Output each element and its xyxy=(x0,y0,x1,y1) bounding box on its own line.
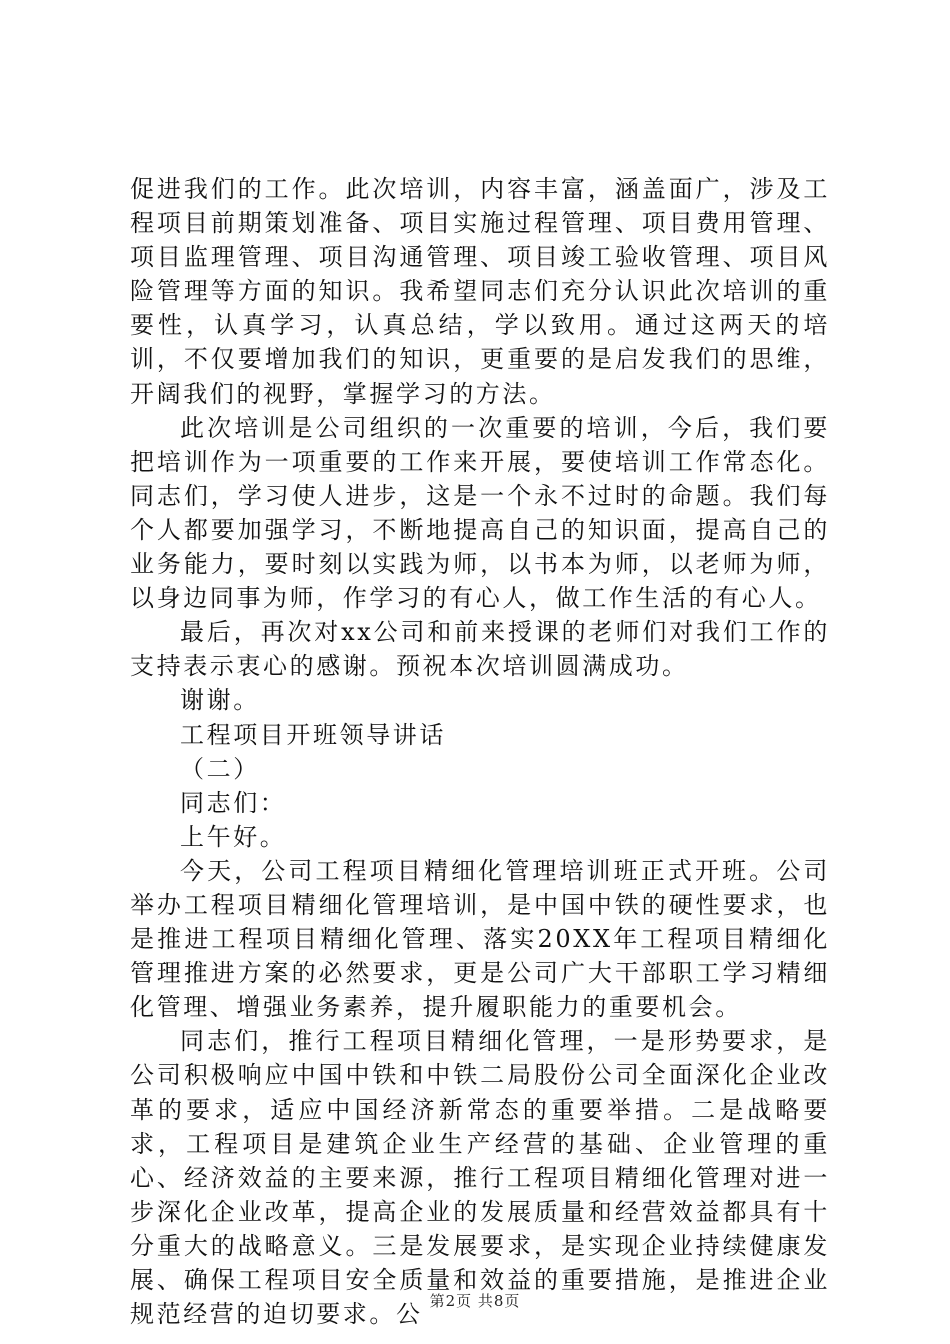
section-number: （二） xyxy=(180,754,260,783)
paragraph-continuation: 促进我们的工作。此次培训，内容丰富，涵盖面广，涉及工程项目前期策划准备、项目实施过程管理、项目费用管理、项目监理管理、项目沟通管理、项目竣工验收管理、项目风险管理等方面的知识。我希望同志们充分认识此次培训的重要性，认真学习，认真总结，学以致用。通过这两天的培训，不仅要增加我们的知识，更重要的是启发我们的思维，开阔我们的视野，掌握学习的方法。 xyxy=(130,175,830,408)
paragraph-requirements: 同志们，推行工程项目精细化管理，一是形势要求，是公司积极响应中国中铁和中铁二局股份公司全面深化企业改革的要求，适应中国经济新常态的重要举措。二是战略要求，工程项目是建筑企业生产经营的基础、企业管理的重心、经济效益的主要来源，推行工程项目精细化管理对进一步深化企业改革，提高企业的发展质量和经营效益都具有十分重大的战略意义。三是发展要求，是实现企业持续健康发展、确保工程项目安全质量和效益的重要措施，是推进企业规范经营的迫切要求。公 xyxy=(130,1027,830,1329)
closing-thank-you: 谢谢。 xyxy=(180,686,260,715)
page-footer: 第2页 共8页 xyxy=(429,1292,521,1310)
paragraph-thanks: 最后，再次对xx公司和前来授课的老师们对我们工作的支持表示衷心的感谢。预祝本次培训圆满成功。 xyxy=(130,618,830,681)
document-body xyxy=(130,172,830,1331)
salutation: 同志们： xyxy=(180,788,287,817)
paragraph-opening: 今天，公司工程项目精细化管理培训班正式开班。公司举办工程项目精细化管理培训，是中国中铁的硬性要求，也是推进工程项目精细化管理、落实20XX年工程项目精细化管理推进方案的必然要求，更是公司广大干部职工学习精细化管理、增强业务素养，提升履职能力的重要机会。 xyxy=(130,856,830,1022)
section-title: 工程项目开班领导讲话 xyxy=(180,720,446,749)
greeting: 上午好。 xyxy=(180,822,287,851)
paragraph-training-importance: 此次培训是公司组织的一次重要的培训，今后，我们要把培训作为一项重要的工作来开展，要使培训工作常态化。同志们，学习使人进步，这是一个永不过时的命题。我们每个人都要加强学习，不断地提高自己的知识面，提高自己的业务能力，要时刻以实践为师，以书本为师，以老师为师，以身边同事为师，作学习的有心人，做工作生活的有心人。 xyxy=(130,413,830,613)
